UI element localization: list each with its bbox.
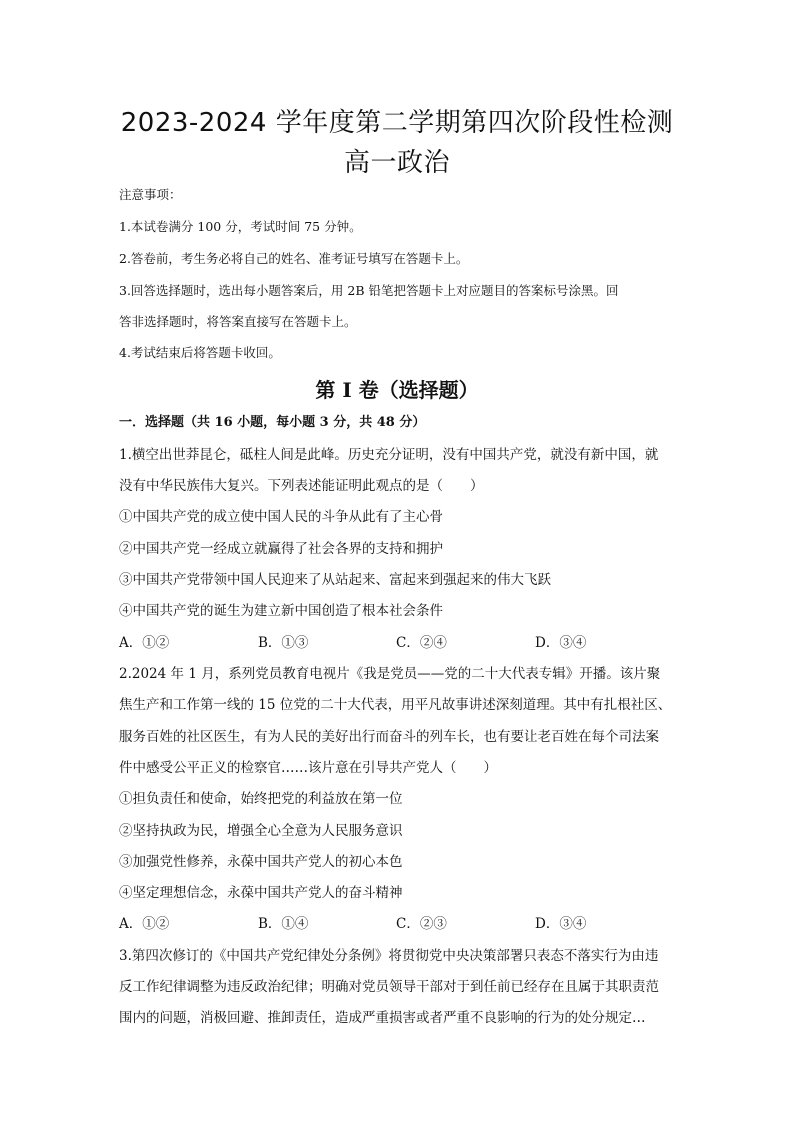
- question-2-option-c: C．②③: [396, 916, 447, 932]
- exam-subject: 高一政治: [343, 148, 450, 178]
- question-2-statement: ④坚定理想信念，永葆中国共产党人的奋斗精神: [119, 885, 403, 901]
- question-1-stem: 1.横空出世莽昆仑，砥柱人间是此峰。历史充分证明，没有中国共产党，就没有新中国，就: [119, 447, 659, 463]
- exam-title: 2023-2024 学年度第二学期第四次阶段性检测: [120, 108, 674, 138]
- question-2-option-b: B．①④: [258, 916, 309, 932]
- question-1-statement: ③中国共产党带领中国人民迎来了从站起来、富起来到强起来的伟大飞跃: [119, 572, 551, 588]
- question-3-stem: 3.第四次修订的《中国共产党纪律处分条例》将贯彻党中央决策部署只表态不落实行为由违: [119, 948, 659, 964]
- question-1-option-b: B．①③: [258, 635, 309, 651]
- section-title: 第 I 卷（选择题）: [315, 378, 479, 402]
- note-item: 1.本试卷满分 100 分，考试时间 75 分钟。: [119, 219, 362, 234]
- question-1-statement: ①中国共产党的成立使中国人民的斗争从此有了主心骨: [119, 509, 443, 525]
- question-1-statement: ④中国共产党的诞生为建立新中国创造了根本社会条件: [119, 603, 443, 619]
- question-2-statement: ③加强党性修养，永葆中国共产党人的初心本色: [119, 854, 403, 870]
- question-2-stem: 焦生产和工作第一线的 15 位党的二十大代表，用平凡故事讲述深刻道理。其中有扎根社区、: [119, 697, 672, 713]
- question-2-option-d: D．③④: [535, 916, 587, 932]
- question-2-stem: 服务百姓的社区医生，有为人民的美好出行而奋斗的列车长，也有要让老百姓在每个司法案: [119, 729, 659, 745]
- question-1-stem: 没有中华民族伟大复兴。下列表述能证明此观点的是（ ）: [119, 478, 484, 494]
- notes-heading: 注意事项：: [119, 187, 182, 202]
- note-item: 3.回答选择题时，选出每小题答案后，用 2B 铅笔把答题卡上对应题目的答案标号涂黑。回: [119, 283, 619, 298]
- question-1-statement: ②中国共产党一经成立就赢得了社会各界的支持和拥护: [119, 541, 443, 557]
- note-item: 2.答卷前，考生务必将自己的姓名、准考证号填写在答题卡上。: [119, 251, 469, 266]
- question-1-option-a: A．①②: [119, 635, 170, 651]
- question-2-option-a: A．①②: [119, 916, 170, 932]
- question-3-stem: 围内的问题，消极回避、推卸责任，造成严重损害或者严重不良影响的行为的处分规定…: [119, 1010, 646, 1026]
- note-item: 4.考试结束后将答题卡收回。: [119, 345, 281, 360]
- question-1-option-d: D．③④: [535, 635, 587, 651]
- question-2-stem: 件中感受公平正义的检察官……该片意在引导共产党人（ ）: [119, 760, 497, 776]
- question-3-stem: 反工作纪律调整为违反政治纪律；明确对党员领导干部对于到任前已经存在且属于其职责范: [119, 979, 659, 995]
- question-2-stem: 2.2024 年 1 月，系列党员教育电视片《我是党员——党的二十大代表专辑》开播。该片聚: [119, 666, 661, 682]
- question-2-statement: ①担负责任和使命，始终把党的利益放在第一位: [119, 791, 403, 807]
- question-2-statement: ②坚持执政为民，增强全心全意为人民服务意识: [119, 823, 403, 839]
- question-1-option-c: C．②④: [396, 635, 447, 651]
- note-item: 答非选择题时，将答案直接写在答题卡上。: [119, 314, 357, 329]
- section-instruction: 一．选择题（共 16 小题，每小题 3 分，共 48 分）: [119, 415, 426, 430]
